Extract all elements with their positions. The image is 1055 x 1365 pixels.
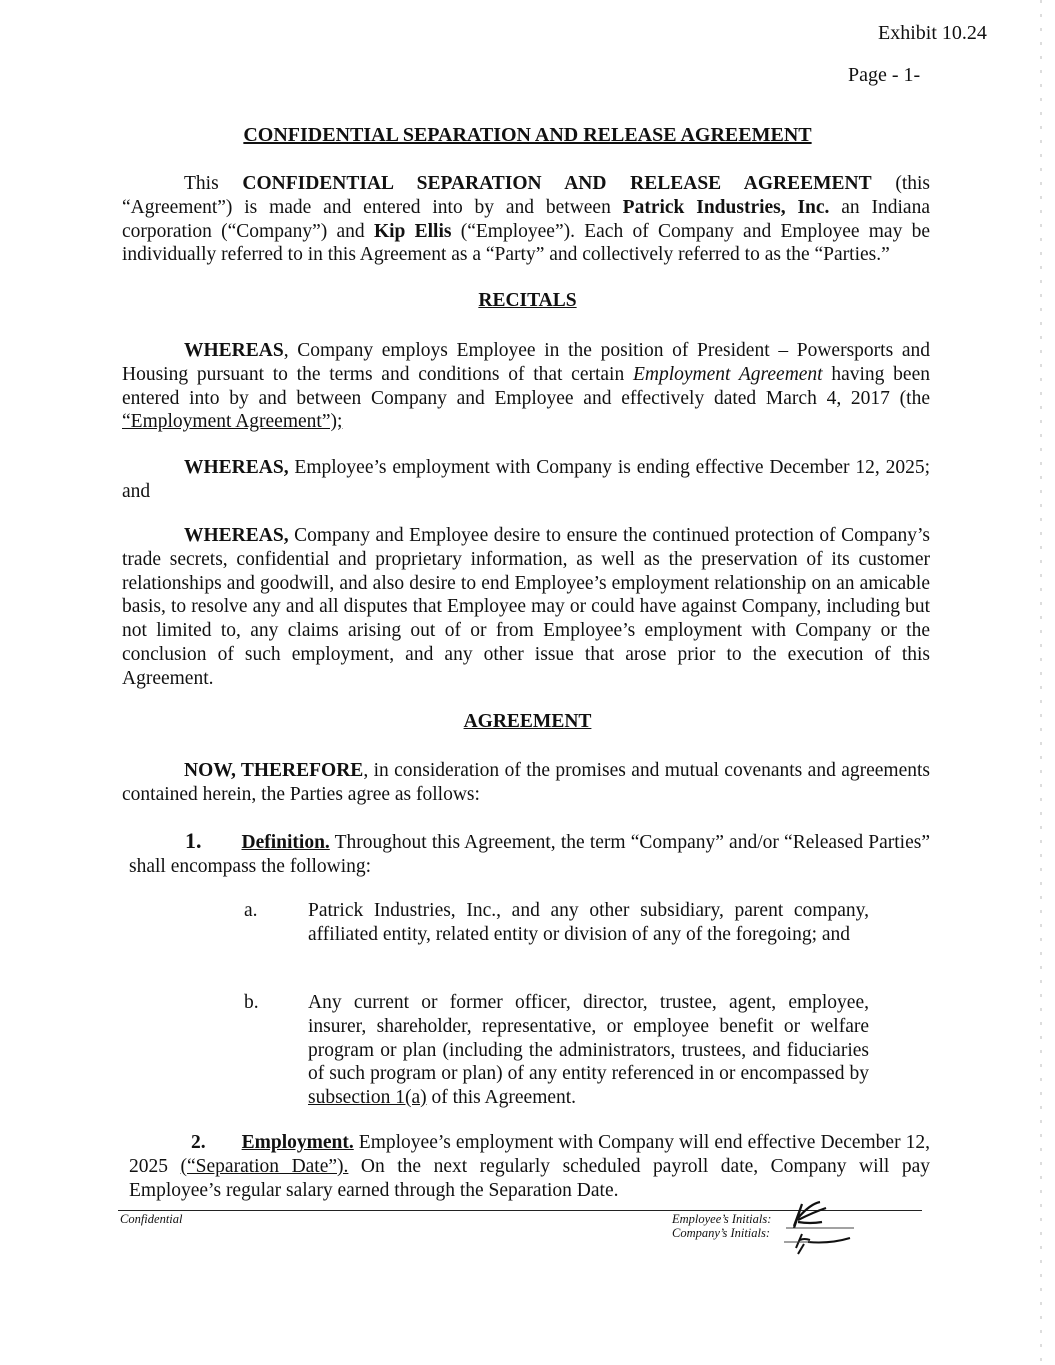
intro-agreement-name: CONFIDENTIAL SEPARATION AND RELEASE AGREEMENT (242, 173, 872, 194)
initials-block (672, 1212, 771, 1240)
section-number: 1. (185, 828, 202, 853)
page-number: Page - 1- (848, 64, 921, 86)
exhibit-number: Exhibit 10.24 (878, 22, 987, 44)
definition-item-b (244, 991, 869, 1110)
subsection-reference: subsection 1(a) (308, 1087, 427, 1109)
recital-text: Employee’s employment with Company is ending effective December 12, 2025; and (122, 457, 930, 502)
employee-initials-label: Employee’s Initials: (672, 1212, 772, 1226)
intro-text: This (184, 173, 243, 194)
item-text-tail: of this Agreement. (426, 1087, 577, 1109)
document-title-text: CONFIDENTIAL SEPARATION AND RELEASE AGREEMENT (243, 124, 812, 146)
company-initials-label: Company’s Initials: (672, 1226, 771, 1240)
section-2 (129, 1131, 930, 1202)
confidential-label: Confidential (120, 1212, 183, 1226)
item-text-body: Any current or former officer, director, trustee, agent, employee, insurer, shareholder, representative, or employee benefit or welfare program or plan (including the administrators, trustees, and fiduciaries of such program or plan) of any entity referenced in or encompassed by (308, 992, 869, 1085)
agreement-heading: AGREEMENT (463, 711, 592, 732)
section-1 (129, 829, 930, 879)
recital-3 (122, 524, 930, 691)
section-heading-definition: Definition. (241, 832, 330, 853)
definition-item-a (244, 899, 869, 947)
intro-paragraph (122, 172, 930, 267)
section-text: Throughout this Agreement, the term “Company” and/or “Released Parties” shall encompass the following: (129, 832, 930, 877)
whereas-label: WHEREAS, (184, 457, 289, 478)
intro-text: (“Employee”). Each of Company and Employee may be individually referred to in this Agreement as a “Party” and collectively referred to as the “Parties.” (122, 220, 930, 266)
whereas-label: WHEREAS (184, 340, 284, 361)
item-text (308, 991, 869, 1110)
scan-edge-artifact (1040, 0, 1042, 1365)
intro-text: (this “Agreement”) is made and entered into by and between (122, 173, 931, 218)
intro-text: an Indiana corporation (“Company”) and (122, 196, 930, 242)
section-heading-employment: Employment. (241, 1132, 354, 1153)
section-text: On the next regularly scheduled payroll date, Company will pay Employee’s regular salary earned through the Separation Date. (129, 1155, 930, 1201)
recital-2 (122, 456, 930, 504)
handwritten-initials-signature (780, 1198, 880, 1264)
now-therefore-label: NOW, THEREFORE (184, 760, 364, 781)
whereas-label: WHEREAS, (184, 525, 289, 546)
now-therefore-text: , in consideration of the promises and mutual covenants and agreements contained herein, the Parties agree as follows: (122, 760, 930, 805)
document-title (0, 124, 1055, 147)
recital-text: Company and Employee desire to ensure the continued protection of Company’s trade secrets, confidential and proprietary information, as well as the preservation of its customer relationships and goodwill, and also desire to end Employee’s employment relationship on an amicable basis, to resolve any and all disputes that Employee may or could have against Company, including but not limited to, any claims arising out of or from Employee’s employment with Company or the conclusion of such employment, and any other issue that arose prior to the execution of this Agreement. (122, 525, 930, 689)
item-label: a. (244, 900, 258, 921)
recital-1 (122, 339, 930, 434)
recital-text: , Company employs Employee in the position of President – Powersports and Housing pursuant to the terms and conditions of that certain (122, 340, 930, 385)
company-name: Patrick Industries, Inc. (622, 196, 830, 218)
now-therefore-paragraph (122, 759, 930, 807)
recitals-heading: RECITALS (478, 290, 577, 311)
employee-name: Kip Ellis (373, 220, 452, 242)
item-label: b. (244, 992, 259, 1013)
employment-agreement-defined-term: “Employment Agreement”); (122, 411, 343, 433)
recital-text: having been entered into by and between Company and Employee and effectively dated March 4, 2017 (the (122, 363, 930, 409)
item-text: Patrick Industries, Inc., and any other subsidiary, parent company, affiliated entity, related entity or division of any of the foregoing; and (308, 900, 869, 945)
section-text: Employee’s employment with Company will end effective December 12, 2025 (129, 1132, 930, 1177)
section-number: 2. (191, 1132, 206, 1153)
separation-date-defined-term: (“Separation Date”). (180, 1155, 349, 1177)
employment-agreement-ref: Employment Agreement (632, 363, 823, 385)
